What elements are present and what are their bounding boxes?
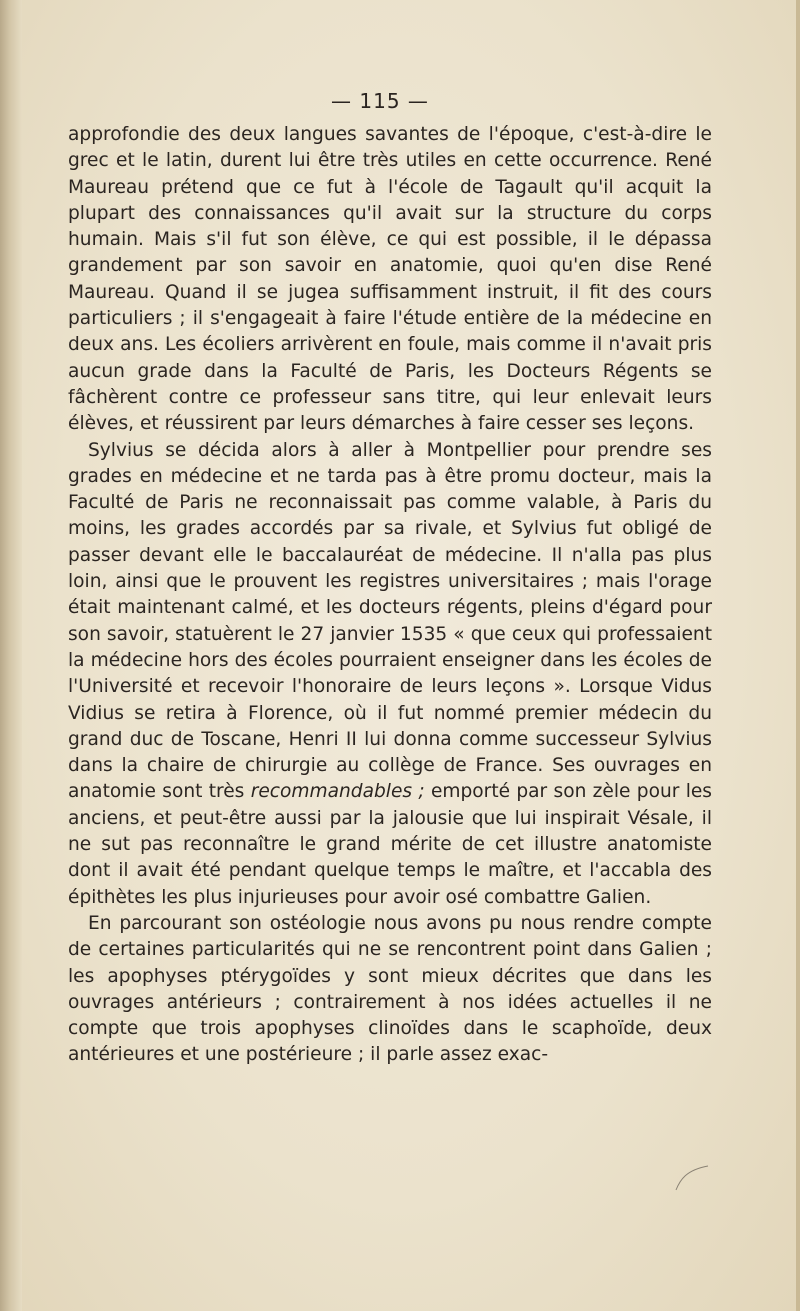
body-text — [68, 122, 712, 1069]
pencil-mark — [672, 1162, 712, 1192]
paragraph — [68, 911, 712, 1069]
italic-text-segment: recommandables ; — [250, 781, 425, 803]
page-binding-shadow — [0, 0, 22, 1311]
page-number: — 115 — — [331, 89, 429, 113]
page-edge — [796, 0, 800, 1311]
text-segment: emporté par son zèle pour les anciens, et peut-être aussi par la jalousie que lui inspirait Vésale, il ne sut pas reconnaître le grand mérite de cet illustre anatomiste dont il avait été pendant quelque temps le maître, et l'accabla des épithètes les plus injurieuses pour avoir osé combattre Galien. — [68, 781, 712, 908]
text-segment: En parcourant son ostéologie nous avons pu nous rendre compte de certaines particularités qui ne se rencontrent point dans Galien ; les apophyses ptérygoïdes y sont mieux décrites que dans les ouvrages antérieurs ; contrairement à nos idées actuelles il ne compte que trois apophyses clinoïdes dans le scaphoïde, deux antérieures et une postérieure ; il parle assez exac- — [68, 912, 712, 1066]
text-segment: Sylvius se décida alors à aller à Montpellier pour prendre ses grades en médecine et ne tarda pas à être promu docteur, mais la Faculté de Paris ne reconnaissait pas comme valable, à Paris du moins, les grades accordés par sa rivale, et Sylvius fut obligé de passer devant elle le baccalauréat de médecine. Il n'alla pas plus loin, ainsi que le prouvent les registres universitaires ; mais l'orage était maintenant calmé, et les docteurs régents, pleins d'égard pour son savoir, statuèrent le 27 janvier 1535 « que ceux qui professaient la médecine hors des écoles pourraient enseigner dans les écoles de l'Université et recevoir l'honoraire de leurs leçons ». Lorsque Vidus Vidius se retira à Florence, où il fut nommé premier médecin du grand duc de Toscane, Henri II lui donna comme successeur Sylvius dans la chaire de chirurgie au collège de France. Ses ouvrages en anatomie sont très — [68, 439, 712, 803]
paragraph — [68, 438, 712, 911]
text-segment: approfondie des deux langues savantes de l'époque, c'est-à-dire le grec et le latin, durent lui être très utiles en cette occurrence. René Maureau prétend que ce fut à l'école de Tagault qu'il acquit la plupart des connaissances qu'il avait sur la structure du corps humain. Mais s'il fut son élève, ce qui est possible, il le dépassa grandement par son savoir en anatomie, quoi qu'en dise René Maureau. Quand il se jugea suffisamment instruit, il fit des cours particuliers ; il s'engageait à faire l'étude entière de la médecine en deux ans. Les écoliers arrivèrent en foule, mais comme il n'avait pris aucun grade dans la Faculté de Paris, les Docteurs Régents se fâchèrent contre ce professeur sans titre, qui leur enlevait leurs élèves, et réussirent par leurs démarches à faire cesser ses leçons. — [68, 124, 712, 435]
paragraph — [68, 122, 712, 438]
